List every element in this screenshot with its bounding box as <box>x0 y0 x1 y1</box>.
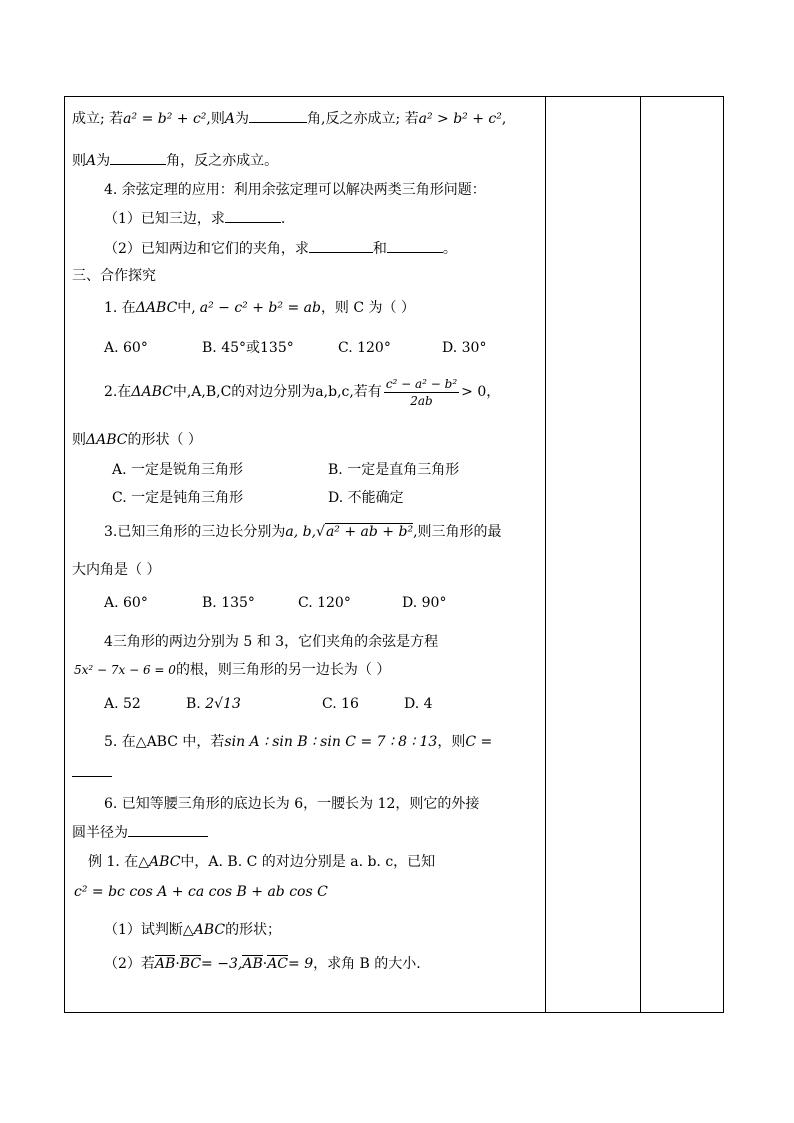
fill-blank[interactable] <box>309 238 373 253</box>
math: a² − c² + b² = ab <box>199 300 321 316</box>
sqrt-sign: √ <box>316 524 325 540</box>
text: 中,A,B,C的对边分别为a,b,c,若有 <box>172 384 382 400</box>
option-a[interactable]: A. 一定是锐角三角形 <box>112 462 244 478</box>
option-a[interactable]: A. 60° <box>104 595 148 611</box>
math: a, b, <box>285 524 317 540</box>
fill-blank[interactable] <box>387 238 443 253</box>
text-line-2 <box>72 150 278 171</box>
fill-blank[interactable] <box>128 822 208 837</box>
text: 例 1. 在 <box>88 854 139 870</box>
option-b[interactable]: B. 45°或135° <box>202 340 294 356</box>
text: 3.已知三角形的三边长分别为 <box>104 524 286 540</box>
fill-blank[interactable] <box>110 150 166 165</box>
math: A <box>224 111 235 127</box>
question-3 <box>104 522 502 542</box>
text: 为 <box>235 111 249 127</box>
option-b[interactable]: B. 135° <box>202 595 255 611</box>
text-line-3: 4. 余弦定理的应用：利用余弦定理可以解决两类三角形问题： <box>104 182 486 198</box>
example-1-equation: c² = bc cos A + ca cos B + ab cos C <box>74 884 328 900</box>
text: 的形状； <box>225 922 282 938</box>
option-c[interactable]: C. 120° <box>338 340 391 356</box>
text: （2）若 <box>104 956 155 972</box>
example-1-part-1 <box>104 920 281 940</box>
math: = 9 <box>288 956 314 972</box>
text-line-1 <box>72 108 506 129</box>
text: 的根，则三角形的另一边长为（ ） <box>175 662 391 678</box>
vector: AB <box>154 956 176 972</box>
vector: AB <box>242 956 263 972</box>
text: ，则 C 为（ ） <box>320 300 415 316</box>
denominator: 2ab <box>410 393 433 408</box>
question-5 <box>104 732 492 752</box>
option-c[interactable]: C. 120° <box>298 595 351 611</box>
text: ，求角 B 的大小. <box>313 956 421 972</box>
fill-blank[interactable] <box>72 762 112 777</box>
text: 2.在 <box>104 384 132 400</box>
example-1 <box>88 852 435 872</box>
text: 则 <box>72 153 86 169</box>
vector: BC <box>179 956 202 972</box>
math: = −3, <box>201 956 243 972</box>
math: a² = b² + c² <box>123 111 207 127</box>
math: ΔABC <box>86 432 128 448</box>
text: 成立; 若 <box>72 111 124 127</box>
option-c[interactable]: C. 16 <box>322 696 359 712</box>
vector: AC <box>267 956 289 972</box>
text: 和 <box>372 241 387 257</box>
question-5-blank <box>72 762 112 783</box>
math: C = <box>465 734 493 750</box>
fill-blank[interactable] <box>225 208 281 223</box>
option-d[interactable]: D. 不能确定 <box>328 490 404 506</box>
question-1 <box>104 298 415 318</box>
text: （2）已知两边和它们的夹角，求 <box>104 241 309 257</box>
fraction <box>384 376 459 409</box>
text: 的形状（ ） <box>127 432 202 448</box>
math: ΔABC <box>131 384 173 400</box>
text: , <box>501 111 507 127</box>
option-d[interactable]: D. 4 <box>404 696 433 712</box>
option-label: B. <box>186 696 201 712</box>
option-a[interactable]: A. 52 <box>104 696 141 712</box>
dot: · <box>175 956 180 972</box>
numerator: c² − a² − b² <box>385 376 458 391</box>
text: 为 <box>96 153 111 169</box>
text: 则 <box>72 432 86 448</box>
text: ,则三角形的最 <box>413 524 502 540</box>
option-c[interactable]: C. 一定是钝角三角形 <box>112 490 244 506</box>
text: > 0， <box>461 384 501 400</box>
text: 中，A. B. C 的对边分别是 a. b. c，已知 <box>180 854 436 870</box>
question-4-options <box>104 694 433 714</box>
math: 2√13 <box>205 696 241 712</box>
text: 角，反之亦成立。 <box>166 153 279 169</box>
math: 5x² − 7x − 6 = 0 <box>74 663 176 677</box>
question-2-options-row-2 <box>112 488 404 508</box>
text: ,则 <box>206 111 225 127</box>
question-6: 6. 已知等腰三角形的底边长为 6，一腰长为 12，则它的外接 <box>104 796 480 812</box>
question-2 <box>104 374 500 410</box>
text: 。 <box>442 241 457 257</box>
math: ΔABC <box>135 300 178 316</box>
option-d[interactable]: D. 90° <box>402 595 447 611</box>
text: . <box>280 211 286 227</box>
math: A <box>86 153 97 169</box>
question-4: 4三角形的两边分别为 5 和 3，它们夹角的余弦是方程 <box>104 634 439 650</box>
text: （1）已知三边，求 <box>104 211 225 227</box>
dot: · <box>262 956 268 972</box>
option-d[interactable]: D. 30° <box>442 340 487 356</box>
example-1-part-2 <box>104 954 421 974</box>
math: a² > b² + c² <box>418 111 502 127</box>
fill-blank[interactable] <box>249 108 307 123</box>
question-1-options <box>104 338 486 358</box>
question-2-options-row-1 <box>112 460 459 480</box>
option-b[interactable] <box>186 694 322 714</box>
column-divider-2 <box>640 97 641 1012</box>
text: 圆半径为 <box>72 825 128 841</box>
radicand: a² + ab + b² <box>325 524 414 540</box>
column-divider-1 <box>545 97 546 1012</box>
table-frame <box>64 96 724 1013</box>
math: sin A ∶ sin B ∶ sin C = 7 ∶ 8 ∶ 13 <box>224 734 438 750</box>
math: △ABC <box>182 922 226 938</box>
text: 角,反之亦成立; 若 <box>307 111 419 127</box>
question-3-options <box>104 593 446 613</box>
text: 1. 在 <box>104 300 136 316</box>
text: 中, <box>177 300 196 316</box>
section-heading: 三、合作探究 <box>72 268 156 284</box>
text: 5. 在△ABC 中，若 <box>104 734 225 750</box>
text: ，则 <box>437 734 466 750</box>
question-3-line-2: 大内角是（ ） <box>72 562 161 578</box>
question-6-line-2 <box>72 822 208 843</box>
text: （1）试判断 <box>104 922 183 938</box>
text-line-5 <box>104 238 457 259</box>
text-line-4 <box>104 208 285 229</box>
question-2-line-2 <box>72 430 202 450</box>
question-4-line-2 <box>74 660 390 680</box>
option-b[interactable]: B. 一定是直角三角形 <box>328 462 460 478</box>
math: △ABC <box>138 854 181 870</box>
option-a[interactable]: A. 60° <box>104 340 148 356</box>
